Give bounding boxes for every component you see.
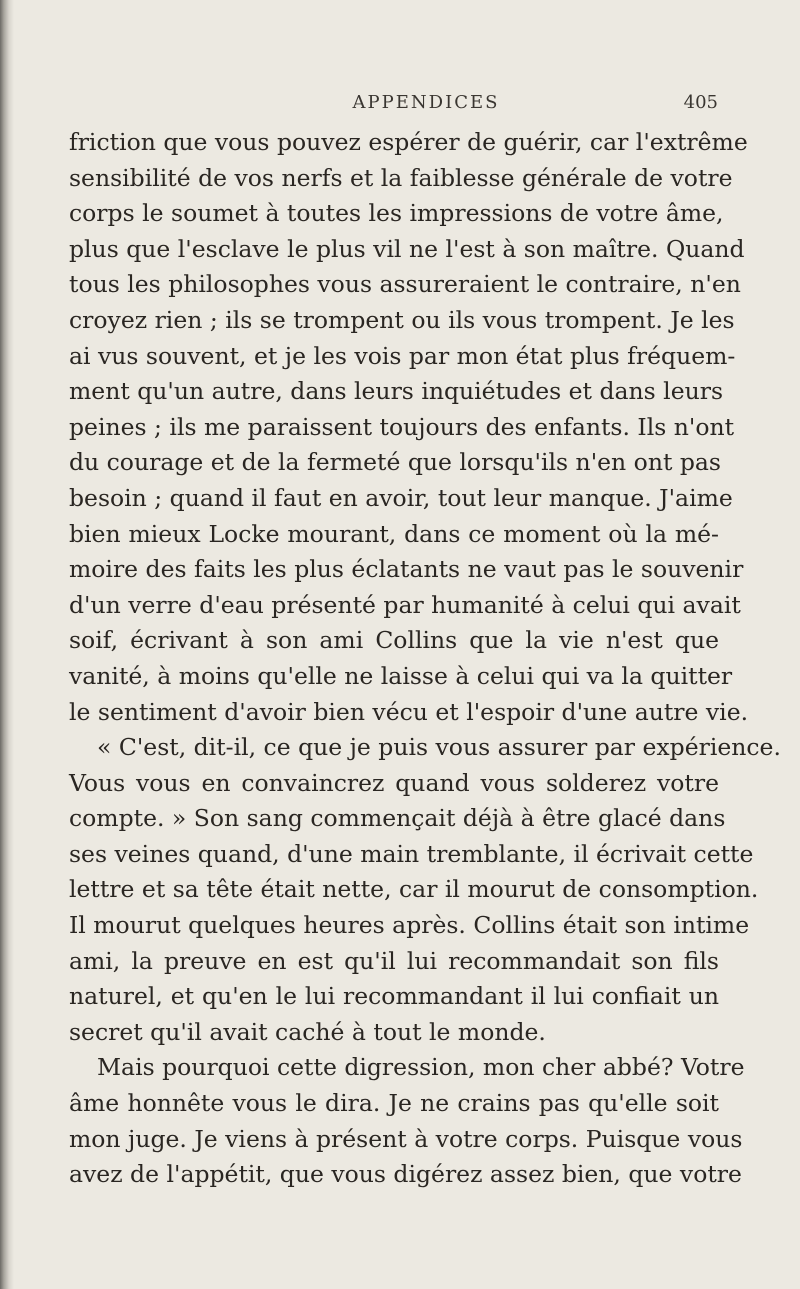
text-line: âme honnête vous le dira. Je ne crains pas qu'elle soit xyxy=(69,1089,719,1118)
text-line: tous les philosophes vous assureraient le contraire, n'en xyxy=(69,270,741,299)
text-line: mon juge. Je viens à présent à votre corps. Puisque vous xyxy=(69,1124,743,1153)
text-line: corps le soumet à toutes les impressions de votre âme, xyxy=(69,199,724,228)
page-binding-edge xyxy=(0,0,14,1289)
text-line: Vous vous en convaincrez quand vous solderez votre xyxy=(69,768,719,797)
text-line: « C'est, dit-il, ce que je puis vous assurer par expérience. xyxy=(97,733,781,762)
text-line: ment qu'un autre, dans leurs inquiétudes et dans leurs xyxy=(69,377,724,406)
text-line: avez de l'appétit, que vous digérez assez bien, que votre xyxy=(69,1160,742,1189)
body-text xyxy=(69,125,781,1193)
text-line: sensibilité de vos nerfs et la faiblesse générale de votre xyxy=(69,163,733,192)
text-line: lettre et sa tête était nette, car il mourut de consomption. xyxy=(69,875,759,904)
text-line: Mais pourquoi cette digression, mon cher abbé? Votre xyxy=(97,1053,745,1082)
text-line: naturel, et qu'en le lui recommandant il lui confiait un xyxy=(69,982,719,1011)
text-line: ses veines quand, d'une main tremblante, il écrivait cette xyxy=(69,839,754,868)
text-line: plus que l'esclave le plus vil ne l'est à son maître. Quand xyxy=(69,234,745,263)
text-line: compte. » Son sang commençait déjà à être glacé dans xyxy=(69,804,726,833)
text-line: ai vus souvent, et je les vois par mon état plus fréquem- xyxy=(69,341,736,370)
text-line: soif, écrivant à son ami Collins que la vie n'est que xyxy=(69,626,719,655)
header-title: APPENDICES xyxy=(352,92,500,113)
text-line: du courage et de la fermeté que lorsqu'ils n'en ont pas xyxy=(69,448,721,477)
book-page xyxy=(14,0,800,1289)
text-line: secret qu'il avait caché à tout le monde. xyxy=(69,1017,546,1046)
running-header xyxy=(134,92,718,122)
text-line: bien mieux Locke mourant, dans ce moment où la mé- xyxy=(69,519,719,548)
page-number: 405 xyxy=(683,92,718,113)
text-line: ami, la preuve en est qu'il lui recommandait son fils xyxy=(69,946,719,975)
text-line: Il mourut quelques heures après. Collins était son intime xyxy=(69,911,750,940)
text-line: croyez rien ; ils se trompent ou ils vous trompent. Je les xyxy=(69,305,735,334)
text-line: moire des faits les plus éclatants ne vaut pas le souvenir xyxy=(69,555,744,584)
text-line: peines ; ils me paraissent toujours des enfants. Ils n'ont xyxy=(69,412,735,441)
text-line: le sentiment d'avoir bien vécu et l'espoir d'une autre vie. xyxy=(69,697,749,726)
text-line: vanité, à moins qu'elle ne laisse à celui qui va la quitter xyxy=(69,661,733,690)
text-line: d'un verre d'eau présenté par humanité à celui qui avait xyxy=(69,590,741,619)
text-line: besoin ; quand il faut en avoir, tout leur manque. J'aime xyxy=(69,483,733,512)
text-line: friction que vous pouvez espérer de guérir, car l'extrême xyxy=(69,128,748,156)
